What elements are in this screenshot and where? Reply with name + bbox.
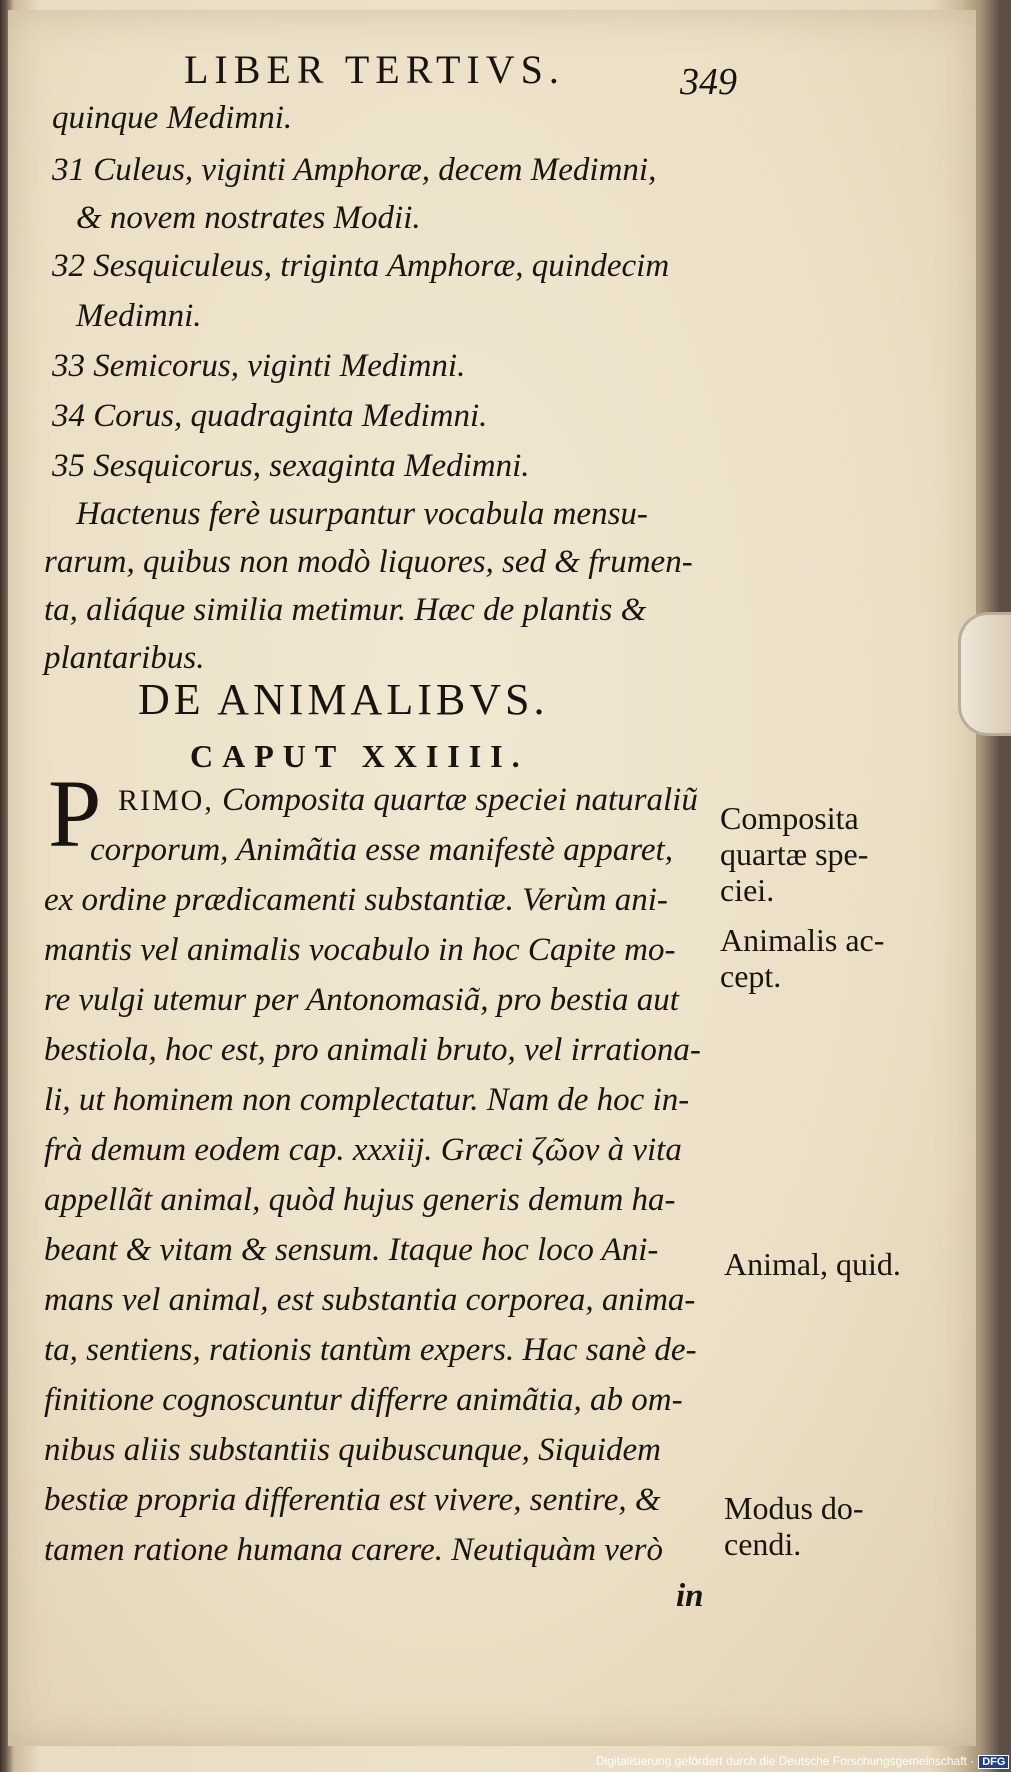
margin-note: Animalis ac- cept. xyxy=(720,922,885,994)
body-line: re vulgi utemur per Antonomasiã, pro bestia aut xyxy=(44,982,679,1018)
body-line: Hactenus ferè usurpantur vocabula mensu- xyxy=(76,496,648,532)
show-through-texture xyxy=(698,100,958,1400)
chapter-heading: CAPUT XXIIII. xyxy=(190,738,529,774)
margin-note: Animal, quid. xyxy=(724,1246,901,1282)
body-line: mans vel animal, est substantia corporea, anima- xyxy=(44,1282,696,1318)
body-line: finitione cognoscuntur differre animãtia, ab om- xyxy=(44,1382,683,1418)
book-page xyxy=(8,10,976,1746)
body-line: 31 Culeus, viginti Amphoræ, decem Medimni, xyxy=(52,152,657,188)
digitization-credit xyxy=(596,1754,1009,1769)
body-line: beant & vitam & sensum. Itaque hoc loco Ani- xyxy=(44,1232,659,1268)
body-line: 34 Corus, quadraginta Medimni. xyxy=(52,398,488,434)
body-line: ex ordine prædicamenti substantiæ. Verùm ani- xyxy=(44,882,668,918)
body-line: 33 Semicorus, viginti Medimni. xyxy=(52,348,466,384)
section-heading: DE ANIMALIBVS. xyxy=(138,675,549,724)
body-line: plantaribus. xyxy=(44,640,205,676)
body-line: ta, sentiens, rationis tantùm expers. Hac sanè de- xyxy=(44,1332,697,1368)
chapter-first-line xyxy=(118,782,698,819)
margin-note: Composita quartæ spe- ciei. xyxy=(720,800,869,908)
page-number: 349 xyxy=(680,61,737,103)
body-line: 35 Sesquicorus, sexaginta Medimni. xyxy=(52,448,530,484)
opening-line-rest: Composita quartæ speciei naturaliũ xyxy=(213,782,698,818)
credit-text: Digitalisierung gefördert durch die Deutsche Forschungsgemeinschaft · xyxy=(596,1754,975,1768)
catchword: in xyxy=(676,1578,704,1614)
body-line: 32 Sesquiculeus, triginta Amphoræ, quindecim xyxy=(52,248,670,284)
body-line: mantis vel animalis vocabulo in hoc Capite mo- xyxy=(44,932,676,968)
page-clip-tab xyxy=(958,612,1011,736)
body-line: Medimni. xyxy=(76,298,202,334)
opening-word: RIMO, xyxy=(118,784,214,817)
body-line: frà demum eodem cap. xxxiij. Græci ζῶον à vita xyxy=(44,1132,682,1168)
body-line: bestiola, hoc est, pro animali bruto, vel irrationa- xyxy=(44,1032,701,1068)
body-line: appellãt animal, quòd hujus generis demum ha- xyxy=(44,1182,676,1218)
drop-capital: P xyxy=(48,760,102,867)
body-line: bestiæ propria differentia est vivere, sentire, & xyxy=(44,1482,661,1518)
body-line: nibus aliis substantiis quibuscunque, Siquidem xyxy=(44,1432,661,1468)
body-line: & novem nostrates Modii. xyxy=(76,200,421,236)
dfg-logo: DFG xyxy=(978,1755,1009,1769)
body-line: ta, aliáque similia metimur. Hæc de plantis & xyxy=(44,592,647,628)
body-line: corporum, Animãtia esse manifestè apparet, xyxy=(90,832,673,868)
running-head: LIBER TERTIVS. xyxy=(184,47,565,92)
margin-note: Modus do- cendi. xyxy=(724,1490,864,1562)
body-line: rarum, quibus non modò liquores, sed & frumen- xyxy=(44,544,693,580)
body-line: tamen ratione humana carere. Neutiquàm verò xyxy=(44,1532,663,1568)
body-line: quinque Medimni. xyxy=(52,100,293,136)
body-line: li, ut hominem non complectatur. Nam de hoc in- xyxy=(44,1082,690,1118)
